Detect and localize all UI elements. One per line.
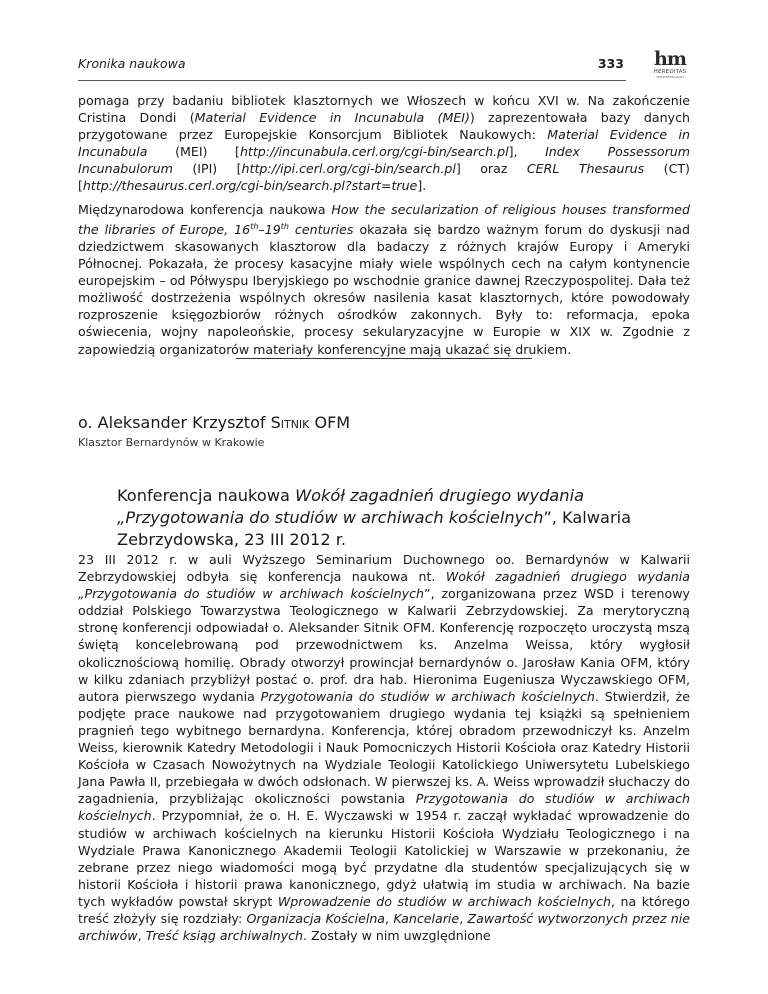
paragraph-article: 23 III 2012 r. w auli Wyższego Seminarium Duchownego oo. Bernardynów w Kalwarii Zebrzydowskiej odbyła się konferencja naukowa nt. Wokół zagadnień drugiego wydania „Przygotowania do studiów w archiwach kościelnych”, zorganizowana przez WSD i terenowy oddział Polskiego Towarzystwa Teologicznego w Kalwarii Zebrzydowskiej. Za merytoryczną stronę konferencji odpowiadał o. Aleksander Sitnik OFM. Konferencję rozpoczęto uroczystą mszą świętą koncelebrowaną pod przewodnictwem ks. Anzelma Weissa, który wygłosił okolicznościową homilię. Obrady otworzył prowincjał bernardynów o. Jarosław Kania OFM, który w kilku zdaniach przybliżył postać o. prof. dra hab. Hieronima Eugeniusza Wyczawskiego OFM, autora pierwszego wydania Przygotowania do studiów w archiwach kościelnych. Stwierdził, że podjęte prace naukowe nad przygotowaniem drugiego wydania tej książki są spełnieniem pragnień tego wybitnego bernardyna. Konferencja, której obradom przewodniczył ks. Anzelm Weiss, kierownik Katedry Metodologii i Nauk Pomocniczych Historii Kościoła oraz Katedry Historii Kościoła w Czasach Nowożytnych na Wydziale Teologii Katolickiego Uniwersytetu Lubelskiego Jana Pawła II, przebiegała w dwóch odsłonach. W pierwszej ks. A. Weiss wprowadził słuchaczy do zagadnienia, przybliżając okoliczności powstania Przygotowania do studiów w archiwach kościelnych. Przypomniał, że o. H. E. Wyczawski w 1954 r. zaczął wykładać wprowadzenie do studiów w archiwach kościelnych na kierunku Historii Kościoła Wydziału Teologicznego i na Wydziale Prawa Kanonicznego Akademii Teologii Katolickiej w Warszawie w przekonaniu, że zebrane przez niego wiadomości mogą być przydatne dla studentów specjalizujących się w historii Kościoła i historii prawa kanonicznego, gdyż ułatwią im studia w archiwach. Na bazie tych wykładów powstał skrypt Wprowadzenie do studiów w archiwach kościelnych, na którego treść złożyły się rozdziały: Organizacja Kościelna, Kancelarie, Zawartość wytworzonych przez nie archiwów, Treść ksiąg archiwalnych. Zostały w nim uwzględnione [78,552,691,944]
page-number: 333 [597,56,624,71]
author-name: o. Aleksander Krzysztof Sitnik OFM [78,413,351,432]
header-rule [78,80,626,81]
paragraph-continuation: pomaga przy badaniu bibliotek klasztornych we Włoszech w końcu XVI w. Na zakończenie Cristina Dondi (Material Evidence in Incunabula (MEI)) zaprezentowała bazy danych przygotowane przez Europejskie Konsorcjum Bibliotek Naukowych: Material Evidence in Incunabula (MEI) [http://incunabula.cerl.org/cgi-bin/search.pl], Index Possessorum Incunabulorum (IPI) [http://ipi.cerl.org/cgi-bin/search.pl] oraz CERL Thesaurus (CT) [http://thesaurus.cerl.org/cgi-bin/search.pl?start=true]. [78,93,690,194]
paragraph-summary: Międzynarodowa konferencja naukowa How the secularization of religious houses transformed the libraries of Europe, 16th–19th centuries okazała się bardzo ważnym forum do dyskusji nad dziedzictwem skasowanych klasztorow dla badaczy z różnych krajów Europy i Ameryki Północnej. Pokazała, że procesy kasacyjne miały wiele wspólnych cech na całym kontynencie europejskim – od Półwyspu Iberyjskiego po wschodnie granice dawnej Rzeczypospolitej. Dała też możliwość dostrzeżenia wspólnych okresów nasilenia kasat klasztornych, które powodowały rozproszenie księgozbiorów różnych ośrodków zakonnych. Były to: reformacja, epoka oświecenia, wojny napoleońskie, procesy sekularyzacyjne w Europie w XIX w. Zgodnie z zapowiedzią organizatorów materiały konferencyjne mają ukazać się drukiem. [78,201,690,357]
article-title: Konferencja naukowa Wokół zagadnień drugiego wydania „Przygotowania do studiów w archiwach kościelnych”, Kalwaria Zebrzydowska, 23 III 2012 r. [117,486,632,549]
body-text-top [78,92,690,364]
section-separator [236,358,532,359]
body-text-article [78,551,690,950]
logo-sub: MONASTERIORUM [656,75,684,79]
running-header-section: Kronika naukowa [78,56,186,71]
logo-mark: hm [654,48,686,70]
author-affiliation: Klasztor Bernardynów w Krakowie [78,436,265,449]
journal-logo [648,50,692,88]
logo-word: HEREDITAS [653,69,687,75]
